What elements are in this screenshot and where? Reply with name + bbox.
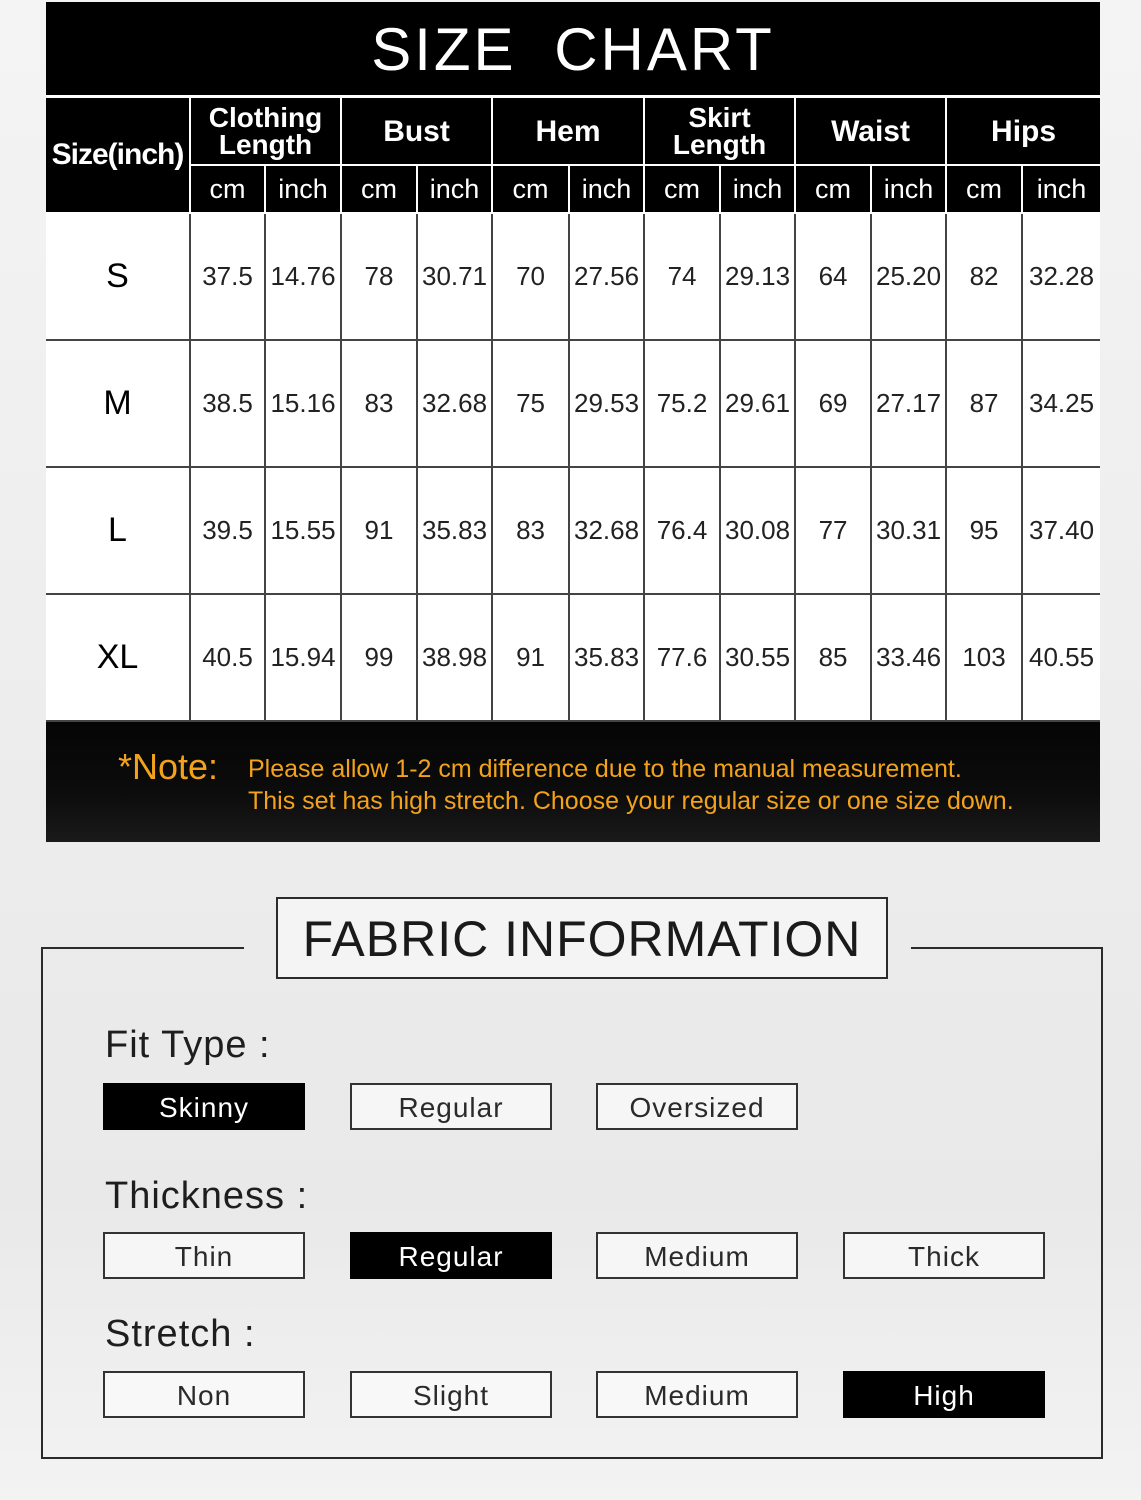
table-cell: 75 [492, 340, 569, 467]
fabric-panel-top-border-left [41, 947, 244, 949]
table-cell: 77.6 [644, 594, 720, 721]
table-cell: 74 [644, 213, 720, 340]
table-cell: 37.5 [190, 213, 265, 340]
table-cell: 77 [795, 467, 871, 594]
table-cell: 15.16 [265, 340, 341, 467]
unit-header-cm: cm [795, 165, 871, 213]
table-cell: 85 [795, 594, 871, 721]
stretch-option-high: High [843, 1371, 1045, 1418]
size-column-header: Size(inch) [46, 98, 190, 213]
table-cell: 34.25 [1022, 340, 1100, 467]
table-cell: 39.5 [190, 467, 265, 594]
stretch-option-non: Non [103, 1371, 305, 1418]
table-cell: 91 [492, 594, 569, 721]
table-cell: 70 [492, 213, 569, 340]
fit-option-skinny: Skinny [103, 1083, 305, 1130]
unit-header-inch: inch [417, 165, 492, 213]
table-cell: 29.53 [569, 340, 644, 467]
table-cell: 99 [341, 594, 417, 721]
table-cell: 37.40 [1022, 467, 1100, 594]
table-cell: 38.98 [417, 594, 492, 721]
group-header-clothing-length: Clothing Length [190, 98, 341, 165]
fabric-info-title: FABRIC INFORMATION [276, 897, 888, 979]
unit-header-inch: inch [265, 165, 341, 213]
group-header-row [46, 98, 1100, 165]
thickness-option-thin: Thin [103, 1232, 305, 1279]
fit-type-label: Fit Type : [105, 1024, 271, 1066]
table-cell: 75.2 [644, 340, 720, 467]
table-cell: 87 [946, 340, 1022, 467]
unit-header-cm: cm [190, 165, 265, 213]
stretch-label: Stretch : [105, 1313, 256, 1355]
table-cell: 69 [795, 340, 871, 467]
unit-header-inch: inch [720, 165, 795, 213]
table-cell: 30.55 [720, 594, 795, 721]
thickness-option-thick: Thick [843, 1232, 1045, 1279]
table-cell: 29.61 [720, 340, 795, 467]
table-row [46, 467, 1100, 594]
group-header-skirt-length: Skirt Length [644, 98, 795, 165]
table-cell: 15.94 [265, 594, 341, 721]
table-cell: 103 [946, 594, 1022, 721]
group-header-waist: Waist [795, 98, 946, 165]
unit-header-cm: cm [644, 165, 720, 213]
table-cell: 32.68 [417, 340, 492, 467]
unit-header-row [46, 165, 1100, 213]
size-cell: M [46, 340, 190, 467]
table-cell: 14.76 [265, 213, 341, 340]
stretch-option-slight: Slight [350, 1371, 552, 1418]
group-header-hem: Hem [492, 98, 644, 165]
size-chart [46, 2, 1100, 842]
table-cell: 30.71 [417, 213, 492, 340]
note-label: *Note: [118, 746, 219, 787]
table-cell: 27.17 [871, 340, 946, 467]
table-row [46, 594, 1100, 721]
fabric-panel-top-border-right [911, 947, 1103, 949]
table-cell: 30.31 [871, 467, 946, 594]
unit-header-inch: inch [1022, 165, 1100, 213]
table-cell: 76.4 [644, 467, 720, 594]
table-cell: 82 [946, 213, 1022, 340]
table-row [46, 340, 1100, 467]
unit-header-inch: inch [569, 165, 644, 213]
table-cell: 15.55 [265, 467, 341, 594]
table-cell: 78 [341, 213, 417, 340]
table-cell: 30.08 [720, 467, 795, 594]
thickness-option-regular: Regular [350, 1232, 552, 1279]
table-cell: 83 [341, 340, 417, 467]
table-row [46, 213, 1100, 340]
table-cell: 91 [341, 467, 417, 594]
size-table [46, 98, 1100, 722]
unit-header-cm: cm [341, 165, 417, 213]
table-cell: 25.20 [871, 213, 946, 340]
size-cell: XL [46, 594, 190, 721]
table-cell: 35.83 [417, 467, 492, 594]
fit-option-oversized: Oversized [596, 1083, 798, 1130]
fit-option-regular: Regular [350, 1083, 552, 1130]
table-cell: 38.5 [190, 340, 265, 467]
unit-header-cm: cm [492, 165, 569, 213]
thickness-label: Thickness : [105, 1175, 309, 1217]
table-cell: 29.13 [720, 213, 795, 340]
unit-header-inch: inch [871, 165, 946, 213]
note-text-line-2: This set has high stretch. Choose your regular size or one size down. [248, 787, 1014, 815]
table-cell: 35.83 [569, 594, 644, 721]
note-text-line-1: Please allow 1-2 cm difference due to the manual measurement. [248, 755, 962, 783]
table-cell: 40.5 [190, 594, 265, 721]
table-cell: 33.46 [871, 594, 946, 721]
unit-header-cm: cm [946, 165, 1022, 213]
table-cell: 27.56 [569, 213, 644, 340]
table-cell: 32.28 [1022, 213, 1100, 340]
table-cell: 32.68 [569, 467, 644, 594]
table-cell: 40.55 [1022, 594, 1100, 721]
group-header-hips: Hips [946, 98, 1100, 165]
chart-title: SIZE CHART [371, 16, 775, 83]
thickness-option-medium: Medium [596, 1232, 798, 1279]
table-cell: 64 [795, 213, 871, 340]
table-cell: 83 [492, 467, 569, 594]
stretch-option-medium: Medium [596, 1371, 798, 1418]
table-cell: 95 [946, 467, 1022, 594]
size-cell: L [46, 467, 190, 594]
note-banner [46, 722, 1100, 842]
size-cell: S [46, 213, 190, 340]
group-header-bust: Bust [341, 98, 492, 165]
